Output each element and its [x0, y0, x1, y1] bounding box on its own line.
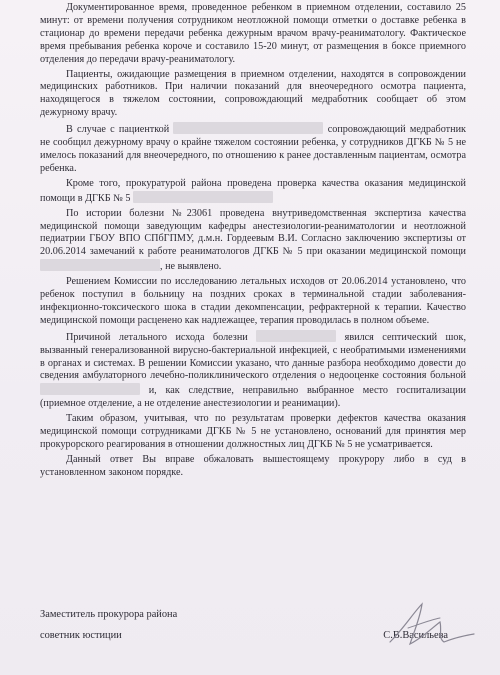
paragraph-text: , не выявлено. [160, 261, 222, 273]
paragraph-8 [40, 413, 466, 452]
paragraph-text: Решением Комиссии по исследованию летальных исходов от 20.06.2014 установлено, что ребенок поступил в больницу на поздних сроках в терминальной стадии заболевания- инфекционно-токсического шока в стадии декомпенсации, рефрактерной к терапии. Качество медицинской помощи расценено как надлежащее, терапия проводилась в полном объеме. [40, 276, 466, 326]
signer-rank: советник юстиции [40, 630, 122, 641]
signer-name: С.В.Васильева [383, 630, 448, 641]
paragraph-text: Причиной летального исхода болезни [66, 331, 257, 343]
paragraph-text: Данный ответ Вы вправе обжаловать вышестоящему прокурору либо в суд в установленном законом порядке. [40, 453, 466, 478]
paragraph-text: Документированное время, проведенное ребенком в приемном отделении, составило 25 минут: от времени получения сотрудником неотложной помощи отметки о доставке ребенка в стационар до времени передачи ребенка дежурным врачом врачу-реаниматологу. Фактическое время пребывания ребенка короче и составило 15-20 минут, от размещения в боксе приемного отделения до передачи врачу-реаниматологу. [40, 2, 466, 65]
paragraph-text: По истории болезни №23061 проведена внутриведомственная экспертиза качества медицинской помощи заведующим кафедры анестезиологии-реаниматологии и неотложной педиатрии ГБОУ ВПО СПбГПМУ, д.м.н. Гордеевым В.И. Согласно заключению экспертизы от 20.06.2014 замечаний к работе реаниматологов ДГКБ № 5 при оказании медицинской помощи [40, 207, 466, 258]
redacted-name [133, 191, 273, 203]
paragraph-4 [40, 178, 466, 206]
letter-body [40, 2, 466, 480]
paragraph-6 [40, 276, 466, 328]
redacted-name [40, 383, 140, 395]
paragraph-3 [40, 122, 466, 176]
paragraph-7 [40, 330, 466, 411]
paragraph-text: сопровождающий медработник не сообщил дежурному врачу о крайне тяжелом состоянии ребенка, у сотрудников ДГКБ № 5 не имелось показаний для внеочередного, по отношению к ранее доставленным пациентам, осмотра ребенка. [40, 124, 466, 174]
paragraph-text: Пациенты, ожидающие размещения в приемном отделении, находятся в сопровождении медицинских работников. При наличии показаний для внеочередного осмотра пациента, находящегося в тяжелом состоянии, сопровождающий медработник сообщает об этом дежурному врачу. [40, 68, 466, 119]
paragraph-5 [40, 208, 466, 275]
paragraph-text: В случае с пациенткой [66, 124, 174, 136]
signer-position: Заместитель прокурора района [40, 609, 178, 620]
paragraph-9 [40, 454, 466, 480]
paragraph-text: явился септический шок, вызванный генерализованной вирусно-бактериальной инфекцией, с необратимыми изменениями в органах и системах. В решении Комиссии указано, что данные разбора необходимо довести до сведения амбулаторного лечебно-поликлинического отделения о недооценке состояния больной [40, 331, 466, 382]
signature-block [40, 604, 466, 646]
paragraph-2 [40, 69, 466, 121]
redacted-name [173, 122, 323, 134]
paragraph-text: и, как следствие, неправильно выбранное место госпитализации (приемное отделение, а не отделение анестезиологии и реанимации). [40, 385, 466, 410]
paragraph-text: Таким образом, учитывая, что по результатам проверки дефектов качества оказания медицинской помощи сотрудниками ДГКБ № 5 не установлено, оснований для принятия мер прокурорского реагирования в отношении должностных лиц ДГКБ № 5 не усматривается. [40, 413, 466, 450]
handwritten-signature [370, 598, 480, 654]
paragraph-1 [40, 2, 466, 67]
redacted-name [256, 330, 336, 342]
redacted-name [40, 259, 160, 271]
paragraph-text: Кроме того, прокуратурой района проведена проверка качества оказания медицинской помощи в ДГКБ № 5 [40, 177, 466, 204]
